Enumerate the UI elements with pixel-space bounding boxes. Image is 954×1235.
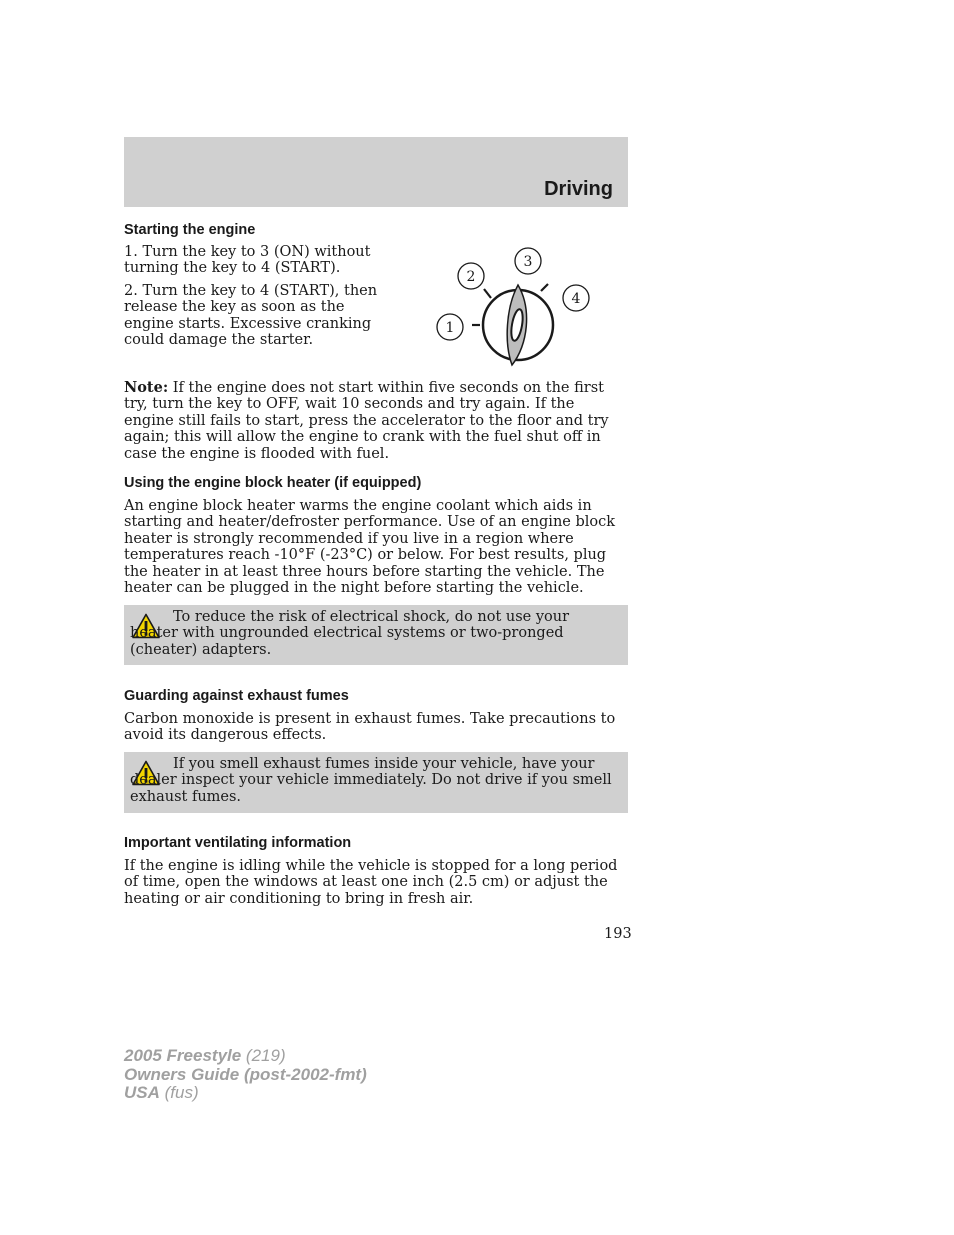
position-1-label xyxy=(437,314,463,340)
ignition-key-diagram xyxy=(430,245,600,370)
heading-exhaust-fumes: Guarding against exhaust fumes xyxy=(124,688,349,704)
warning-box-electrical xyxy=(124,605,628,665)
warning-text-exhaust: If you smell exhaust fumes inside your vehicle, have your dealer inspect your vehicle immediately. Do not drive if you smell exhaust fumes. xyxy=(130,756,612,805)
note-label: Note: xyxy=(124,379,169,396)
svg-text:1: 1 xyxy=(445,320,455,336)
section-header-band xyxy=(124,137,628,207)
step-1-text: 1. Turn the key to 3 (ON) without turning the key to 4 (START). xyxy=(124,244,371,277)
exhaust-body: Carbon monoxide is present in exhaust fumes. Take precautions to avoid its dangerous effects. xyxy=(124,711,616,744)
note-text: If the engine does not start within five seconds on the first try, turn the key to OFF, wait 10 seconds and try again. If the engine still fails to start, press the accelerator to the floor and try again; this will allow the engine to crank with the fuel shut off in case the engine is flooded with fuel. xyxy=(124,380,609,462)
page-number: 193 xyxy=(604,926,632,942)
ventilating-body: If the engine is idling while the vehicle is stopped for a long period of time, open the windows at least one inch (2.5 cm) or adjust the heating or air conditioning to bring in fresh air. xyxy=(124,858,618,907)
note-paragraph xyxy=(124,380,628,462)
footer-line-2: Owners Guide (post-2002-fmt) xyxy=(124,1064,367,1084)
svg-text:4: 4 xyxy=(571,291,581,307)
section-title: Driving xyxy=(544,178,613,200)
warning-text-electrical: To reduce the risk of electrical shock, do not use your heater with ungrounded electrical systems or two-pronged (cheater) adapters. xyxy=(130,609,570,658)
svg-text:3: 3 xyxy=(523,254,533,270)
heading-ventilating: Important ventilating information xyxy=(124,835,352,851)
svg-text:2: 2 xyxy=(466,269,476,285)
heading-starting-engine: Starting the engine xyxy=(124,222,256,238)
block-heater-body: An engine block heater warms the engine coolant which aids in starting and heater/defroster performance. Use of an engine block heater is strongly recommended if you live in a region where temperatures reach -10°F (-23°C) or below. For best results, plug the heater in at least three hours before starting the vehicle. The heater can be plugged in the night before starting the vehicle. xyxy=(124,498,616,597)
document-footer xyxy=(124,1047,367,1103)
footer-line-1: 2005 Freestyle (219) xyxy=(124,1046,286,1065)
position-2-label xyxy=(458,263,484,289)
step-2-text: 2. Turn the key to 4 (START), then release the key as soon as the engine starts. Excessive cranking could damage the starter. xyxy=(124,283,378,349)
footer-line-3: USA (fus) xyxy=(124,1083,199,1102)
heading-block-heater: Using the engine block heater (if equipped) xyxy=(124,475,422,491)
position-4-label xyxy=(563,285,589,311)
position-3-label xyxy=(515,248,541,274)
warning-box-exhaust xyxy=(124,752,628,813)
